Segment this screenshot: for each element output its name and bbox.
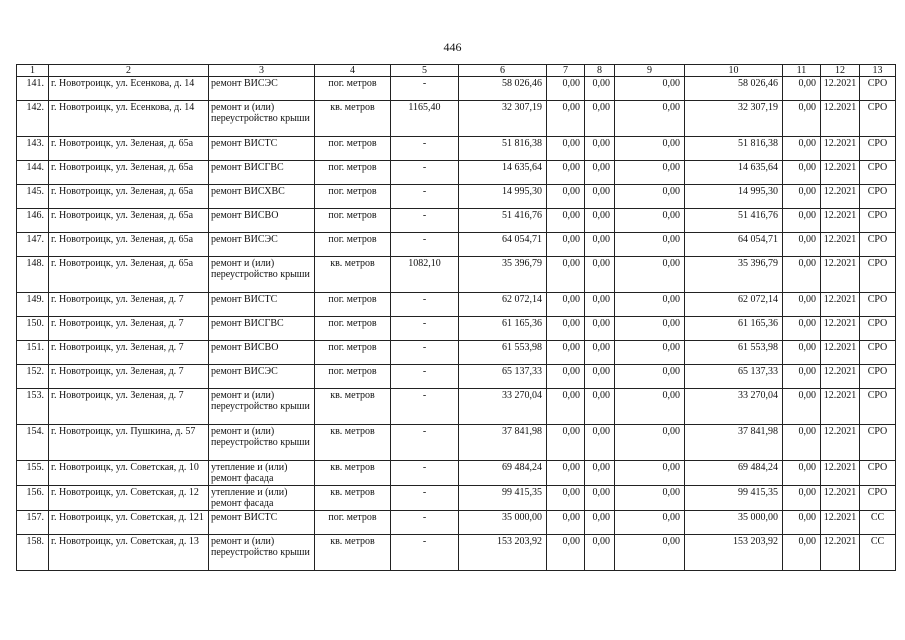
cell-unit: пог. метров: [315, 137, 391, 161]
cell-col-9: 0,00: [615, 233, 685, 257]
cell-total-cost: 58 026,46: [459, 77, 547, 101]
cell-col-7: 0,00: [547, 161, 585, 185]
column-header: 3: [209, 65, 315, 77]
cell-col-7: 0,00: [547, 511, 585, 535]
cell-total-cost: 64 054,71: [459, 233, 547, 257]
cell-col-10: 51 816,38: [685, 137, 783, 161]
table-row: [17, 461, 896, 486]
cell-unit: пог. метров: [315, 365, 391, 389]
works-table: [16, 64, 896, 571]
table-row: [17, 233, 896, 257]
cell-col-7: 0,00: [547, 317, 585, 341]
table-row: [17, 209, 896, 233]
cell-address: г. Новотроицк, ул. Есенкова, д. 14: [49, 77, 209, 101]
cell-col-10: 65 137,33: [685, 365, 783, 389]
cell-total-cost: 14 995,30: [459, 185, 547, 209]
cell-source: СРО: [860, 233, 896, 257]
table-row: [17, 535, 896, 571]
cell-col-9: 0,00: [615, 486, 685, 511]
cell-col-11: 0,00: [783, 77, 821, 101]
cell-row-number: 152.: [17, 365, 49, 389]
cell-unit: пог. метров: [315, 293, 391, 317]
cell-address: г. Новотроицк, ул. Есенкова, д. 14: [49, 101, 209, 137]
cell-col-11: 0,00: [783, 461, 821, 486]
cell-col-10: 99 415,35: [685, 486, 783, 511]
cell-unit: кв. метров: [315, 257, 391, 293]
cell-col-8: 0,00: [585, 209, 615, 233]
cell-col-7: 0,00: [547, 425, 585, 461]
cell-source: СРО: [860, 101, 896, 137]
cell-unit: пог. метров: [315, 161, 391, 185]
cell-source: СРО: [860, 461, 896, 486]
cell-total-cost: 61 553,98: [459, 341, 547, 365]
table-row: [17, 317, 896, 341]
cell-total-cost: 61 165,36: [459, 317, 547, 341]
cell-col-9: 0,00: [615, 535, 685, 571]
cell-col-8: 0,00: [585, 425, 615, 461]
page-number: 446: [443, 40, 462, 54]
table-row: [17, 101, 896, 137]
cell-col-10: 61 553,98: [685, 341, 783, 365]
cell-col-10: 14 635,64: [685, 161, 783, 185]
cell-source: СРО: [860, 389, 896, 425]
cell-row-number: 145.: [17, 185, 49, 209]
cell-source: СРО: [860, 425, 896, 461]
column-header: 10: [685, 65, 783, 77]
cell-source: СРО: [860, 161, 896, 185]
cell-total-cost: 153 203,92: [459, 535, 547, 571]
cell-col-9: 0,00: [615, 101, 685, 137]
cell-quantity: -: [391, 389, 459, 425]
cell-col-11: 0,00: [783, 209, 821, 233]
cell-col-10: 64 054,71: [685, 233, 783, 257]
cell-col-8: 0,00: [585, 317, 615, 341]
cell-work-type: ремонт ВИСТС: [209, 293, 315, 317]
cell-col-10: 62 072,14: [685, 293, 783, 317]
cell-row-number: 153.: [17, 389, 49, 425]
cell-work-type: ремонт ВИСЭС: [209, 77, 315, 101]
cell-address: г. Новотроицк, ул. Зеленая, д. 65а: [49, 233, 209, 257]
cell-col-9: 0,00: [615, 317, 685, 341]
cell-address: г. Новотроицк, ул. Зеленая, д. 65а: [49, 185, 209, 209]
cell-address: г. Новотроицк, ул. Зеленая, д. 7: [49, 317, 209, 341]
cell-quantity: -: [391, 461, 459, 486]
column-header: 1: [17, 65, 49, 77]
cell-work-type: ремонт ВИСТС: [209, 137, 315, 161]
cell-row-number: 157.: [17, 511, 49, 535]
cell-col-8: 0,00: [585, 101, 615, 137]
cell-col-10: 14 995,30: [685, 185, 783, 209]
cell-deadline: 12.2021: [821, 486, 860, 511]
cell-row-number: 146.: [17, 209, 49, 233]
cell-col-9: 0,00: [615, 137, 685, 161]
cell-unit: кв. метров: [315, 535, 391, 571]
cell-deadline: 12.2021: [821, 425, 860, 461]
cell-row-number: 148.: [17, 257, 49, 293]
cell-source: СРО: [860, 185, 896, 209]
cell-col-7: 0,00: [547, 461, 585, 486]
cell-col-7: 0,00: [547, 365, 585, 389]
cell-deadline: 12.2021: [821, 77, 860, 101]
cell-work-type: ремонт ВИСЭС: [209, 365, 315, 389]
cell-deadline: 12.2021: [821, 293, 860, 317]
cell-unit: пог. метров: [315, 77, 391, 101]
cell-col-7: 0,00: [547, 535, 585, 571]
cell-address: г. Новотроицк, ул. Зеленая, д. 65а: [49, 161, 209, 185]
cell-row-number: 143.: [17, 137, 49, 161]
cell-col-10: 35 000,00: [685, 511, 783, 535]
cell-address: г. Новотроицк, ул. Зеленая, д. 7: [49, 341, 209, 365]
cell-col-9: 0,00: [615, 185, 685, 209]
cell-quantity: -: [391, 511, 459, 535]
cell-col-8: 0,00: [585, 511, 615, 535]
cell-unit: кв. метров: [315, 486, 391, 511]
cell-col-8: 0,00: [585, 365, 615, 389]
cell-address: г. Новотроицк, ул. Зеленая, д. 65а: [49, 209, 209, 233]
column-header: 11: [783, 65, 821, 77]
cell-quantity: -: [391, 365, 459, 389]
cell-col-11: 0,00: [783, 137, 821, 161]
cell-row-number: 150.: [17, 317, 49, 341]
cell-col-7: 0,00: [547, 389, 585, 425]
table-row: [17, 389, 896, 425]
cell-col-8: 0,00: [585, 161, 615, 185]
cell-deadline: 12.2021: [821, 389, 860, 425]
cell-col-11: 0,00: [783, 185, 821, 209]
cell-row-number: 142.: [17, 101, 49, 137]
cell-col-11: 0,00: [783, 365, 821, 389]
cell-total-cost: 37 841,98: [459, 425, 547, 461]
cell-col-8: 0,00: [585, 389, 615, 425]
cell-total-cost: 14 635,64: [459, 161, 547, 185]
cell-col-7: 0,00: [547, 486, 585, 511]
cell-col-7: 0,00: [547, 233, 585, 257]
cell-work-type: ремонт ВИСВО: [209, 209, 315, 233]
cell-col-8: 0,00: [585, 461, 615, 486]
cell-deadline: 12.2021: [821, 209, 860, 233]
cell-unit: пог. метров: [315, 185, 391, 209]
cell-col-8: 0,00: [585, 77, 615, 101]
cell-deadline: 12.2021: [821, 317, 860, 341]
table-row: [17, 365, 896, 389]
cell-source: СС: [860, 511, 896, 535]
column-header: 6: [459, 65, 547, 77]
cell-col-8: 0,00: [585, 257, 615, 293]
column-header: 8: [585, 65, 615, 77]
cell-total-cost: 32 307,19: [459, 101, 547, 137]
cell-total-cost: 35 000,00: [459, 511, 547, 535]
cell-quantity: -: [391, 341, 459, 365]
cell-col-7: 0,00: [547, 341, 585, 365]
cell-deadline: 12.2021: [821, 137, 860, 161]
cell-work-type: ремонт ВИСГВС: [209, 161, 315, 185]
column-header: 9: [615, 65, 685, 77]
table-body: [17, 77, 896, 571]
cell-row-number: 155.: [17, 461, 49, 486]
cell-col-7: 0,00: [547, 257, 585, 293]
cell-col-10: 69 484,24: [685, 461, 783, 486]
column-header: 13: [860, 65, 896, 77]
cell-col-11: 0,00: [783, 535, 821, 571]
cell-col-8: 0,00: [585, 233, 615, 257]
cell-unit: кв. метров: [315, 425, 391, 461]
cell-unit: кв. метров: [315, 461, 391, 486]
cell-quantity: -: [391, 317, 459, 341]
cell-col-11: 0,00: [783, 341, 821, 365]
cell-col-8: 0,00: [585, 185, 615, 209]
cell-col-7: 0,00: [547, 293, 585, 317]
cell-row-number: 144.: [17, 161, 49, 185]
cell-col-7: 0,00: [547, 185, 585, 209]
cell-col-7: 0,00: [547, 77, 585, 101]
cell-quantity: -: [391, 233, 459, 257]
cell-col-8: 0,00: [585, 137, 615, 161]
cell-deadline: 12.2021: [821, 341, 860, 365]
cell-row-number: 156.: [17, 486, 49, 511]
cell-col-10: 35 396,79: [685, 257, 783, 293]
cell-source: СС: [860, 535, 896, 571]
cell-total-cost: 65 137,33: [459, 365, 547, 389]
cell-source: СРО: [860, 293, 896, 317]
cell-source: СРО: [860, 486, 896, 511]
cell-quantity: -: [391, 293, 459, 317]
cell-row-number: 151.: [17, 341, 49, 365]
table-row: [17, 257, 896, 293]
cell-col-11: 0,00: [783, 233, 821, 257]
cell-unit: пог. метров: [315, 511, 391, 535]
cell-quantity: 1082,10: [391, 257, 459, 293]
cell-address: г. Новотроицк, ул. Советская, д. 121: [49, 511, 209, 535]
cell-col-11: 0,00: [783, 293, 821, 317]
cell-quantity: -: [391, 77, 459, 101]
cell-col-11: 0,00: [783, 101, 821, 137]
cell-address: г. Новотроицк, ул. Зеленая, д. 7: [49, 293, 209, 317]
cell-col-11: 0,00: [783, 161, 821, 185]
cell-total-cost: 51 416,76: [459, 209, 547, 233]
table-row: [17, 77, 896, 101]
cell-deadline: 12.2021: [821, 535, 860, 571]
cell-quantity: -: [391, 535, 459, 571]
cell-col-9: 0,00: [615, 389, 685, 425]
cell-deadline: 12.2021: [821, 185, 860, 209]
cell-col-8: 0,00: [585, 535, 615, 571]
cell-col-10: 32 307,19: [685, 101, 783, 137]
cell-col-9: 0,00: [615, 293, 685, 317]
cell-col-11: 0,00: [783, 317, 821, 341]
cell-col-10: 51 416,76: [685, 209, 783, 233]
cell-work-type: ремонт и (или) переустройство крыши: [209, 257, 315, 293]
cell-row-number: 141.: [17, 77, 49, 101]
cell-total-cost: 99 415,35: [459, 486, 547, 511]
cell-col-8: 0,00: [585, 341, 615, 365]
cell-source: СРО: [860, 137, 896, 161]
column-header: 12: [821, 65, 860, 77]
cell-source: СРО: [860, 257, 896, 293]
cell-row-number: 149.: [17, 293, 49, 317]
cell-col-7: 0,00: [547, 137, 585, 161]
cell-quantity: -: [391, 161, 459, 185]
cell-quantity: -: [391, 185, 459, 209]
cell-deadline: 12.2021: [821, 101, 860, 137]
cell-quantity: 1165,40: [391, 101, 459, 137]
cell-work-type: утепление и (или) ремонт фасада: [209, 461, 315, 486]
cell-col-9: 0,00: [615, 209, 685, 233]
cell-col-8: 0,00: [585, 293, 615, 317]
cell-col-11: 0,00: [783, 486, 821, 511]
cell-col-11: 0,00: [783, 389, 821, 425]
cell-total-cost: 51 816,38: [459, 137, 547, 161]
cell-address: г. Новотроицк, ул. Советская, д. 10: [49, 461, 209, 486]
cell-address: г. Новотроицк, ул. Зеленая, д. 7: [49, 389, 209, 425]
cell-col-10: 58 026,46: [685, 77, 783, 101]
header-row: [17, 65, 896, 77]
column-header: 5: [391, 65, 459, 77]
cell-quantity: -: [391, 209, 459, 233]
cell-source: СРО: [860, 317, 896, 341]
table-row: [17, 293, 896, 317]
cell-col-9: 0,00: [615, 77, 685, 101]
cell-row-number: 147.: [17, 233, 49, 257]
cell-work-type: ремонт и (или) переустройство крыши: [209, 389, 315, 425]
cell-row-number: 158.: [17, 535, 49, 571]
cell-work-type: ремонт и (или) переустройство крыши: [209, 101, 315, 137]
cell-unit: кв. метров: [315, 389, 391, 425]
cell-work-type: ремонт и (или) переустройство крыши: [209, 425, 315, 461]
cell-quantity: -: [391, 137, 459, 161]
cell-total-cost: 69 484,24: [459, 461, 547, 486]
cell-address: г. Новотроицк, ул. Зеленая, д. 65а: [49, 257, 209, 293]
column-header: 2: [49, 65, 209, 77]
cell-deadline: 12.2021: [821, 233, 860, 257]
table-row: [17, 486, 896, 511]
cell-col-10: 153 203,92: [685, 535, 783, 571]
cell-col-9: 0,00: [615, 425, 685, 461]
cell-work-type: ремонт и (или) переустройство крыши: [209, 535, 315, 571]
cell-col-7: 0,00: [547, 209, 585, 233]
cell-work-type: ремонт ВИСГВС: [209, 317, 315, 341]
cell-source: СРО: [860, 77, 896, 101]
cell-col-9: 0,00: [615, 365, 685, 389]
cell-col-9: 0,00: [615, 461, 685, 486]
column-header: 4: [315, 65, 391, 77]
table-row: [17, 185, 896, 209]
cell-address: г. Новотроицк, ул. Советская, д. 13: [49, 535, 209, 571]
cell-deadline: 12.2021: [821, 511, 860, 535]
cell-unit: пог. метров: [315, 317, 391, 341]
cell-col-7: 0,00: [547, 101, 585, 137]
cell-total-cost: 62 072,14: [459, 293, 547, 317]
cell-col-10: 61 165,36: [685, 317, 783, 341]
cell-row-number: 154.: [17, 425, 49, 461]
cell-col-9: 0,00: [615, 511, 685, 535]
cell-col-10: 33 270,04: [685, 389, 783, 425]
cell-address: г. Новотроицк, ул. Советская, д. 12: [49, 486, 209, 511]
cell-deadline: 12.2021: [821, 161, 860, 185]
cell-col-9: 0,00: [615, 341, 685, 365]
cell-deadline: 12.2021: [821, 365, 860, 389]
cell-total-cost: 35 396,79: [459, 257, 547, 293]
cell-col-11: 0,00: [783, 425, 821, 461]
cell-deadline: 12.2021: [821, 461, 860, 486]
cell-unit: пог. метров: [315, 209, 391, 233]
cell-total-cost: 33 270,04: [459, 389, 547, 425]
cell-deadline: 12.2021: [821, 257, 860, 293]
table-row: [17, 341, 896, 365]
cell-unit: пог. метров: [315, 341, 391, 365]
cell-source: СРО: [860, 365, 896, 389]
table-row: [17, 425, 896, 461]
cell-work-type: ремонт ВИСЭС: [209, 233, 315, 257]
cell-source: СРО: [860, 209, 896, 233]
cell-col-8: 0,00: [585, 486, 615, 511]
cell-quantity: -: [391, 486, 459, 511]
cell-col-9: 0,00: [615, 257, 685, 293]
cell-col-11: 0,00: [783, 257, 821, 293]
table-row: [17, 137, 896, 161]
cell-work-type: утепление и (или) ремонт фасада: [209, 486, 315, 511]
cell-work-type: ремонт ВИСТС: [209, 511, 315, 535]
cell-work-type: ремонт ВИСВО: [209, 341, 315, 365]
cell-col-11: 0,00: [783, 511, 821, 535]
table-row: [17, 161, 896, 185]
cell-address: г. Новотроицк, ул. Зеленая, д. 7: [49, 365, 209, 389]
cell-unit: пог. метров: [315, 233, 391, 257]
cell-address: г. Новотроицк, ул. Зеленая, д. 65а: [49, 137, 209, 161]
table-row: [17, 511, 896, 535]
column-header: 7: [547, 65, 585, 77]
cell-unit: кв. метров: [315, 101, 391, 137]
cell-col-9: 0,00: [615, 161, 685, 185]
cell-quantity: -: [391, 425, 459, 461]
cell-source: СРО: [860, 341, 896, 365]
cell-col-10: 37 841,98: [685, 425, 783, 461]
cell-address: г. Новотроицк, ул. Пушкина, д. 57: [49, 425, 209, 461]
cell-work-type: ремонт ВИСХВС: [209, 185, 315, 209]
